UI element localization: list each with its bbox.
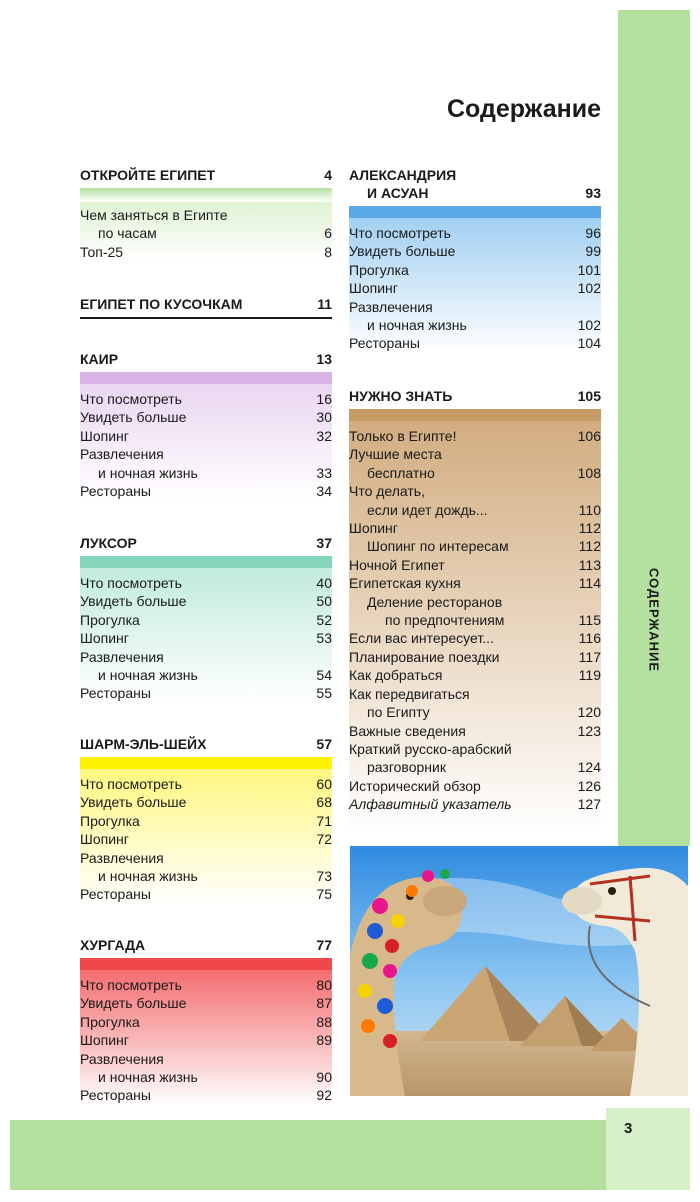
side-color-strip xyxy=(618,10,690,846)
toc-entry[interactable]: Рестораны 75 xyxy=(80,886,332,903)
page-number-box xyxy=(606,1108,690,1190)
toc-entry[interactable]: Что посмотреть 40 xyxy=(80,575,332,591)
section-heading[interactable]: НУЖНО ЗНАТЬ 105 xyxy=(349,388,601,404)
toc-section-hurghada xyxy=(80,936,332,1105)
toc-section-need-to-know xyxy=(349,387,601,834)
section-heading[interactable]: ШАРМ-ЭЛЬ-ШЕЙХ 57 xyxy=(80,736,332,752)
toc-entry[interactable]: Развлечения xyxy=(80,1050,164,1067)
toc-entry[interactable]: Шопинг 32 xyxy=(80,427,332,444)
section-color-bar xyxy=(80,188,332,202)
toc-section-alexandria xyxy=(349,166,601,353)
toc-entry[interactable]: Рестораны 55 xyxy=(80,685,332,702)
section-heading[interactable]: ЛУКСОР 37 xyxy=(80,535,332,551)
camels-pyramids-photo xyxy=(350,846,688,1096)
page-number: 3 xyxy=(624,1120,633,1137)
toc-entry[interactable]: Чем заняться в Египте xyxy=(80,207,228,223)
toc-entry[interactable]: Развлечения xyxy=(80,446,164,463)
toc-entry[interactable]: по часам 6 xyxy=(98,225,332,242)
toc-section-egypt-pieces xyxy=(80,295,332,319)
toc-entry[interactable]: Шопинг 112 xyxy=(349,520,601,537)
toc-entry[interactable]: Деление ресторанов xyxy=(367,593,503,610)
toc-entry[interactable]: и ночная жизнь 102 xyxy=(367,317,601,334)
toc-entry[interactable]: и ночная жизнь 90 xyxy=(98,1069,332,1086)
section-color-bar xyxy=(80,372,332,384)
section-color-bar xyxy=(349,206,601,218)
toc-entry[interactable]: Только в Египте! 106 xyxy=(349,428,601,444)
toc-entry[interactable]: Планирование поездки 117 xyxy=(349,648,601,665)
toc-entry[interactable]: Увидеть больше 99 xyxy=(349,243,601,260)
section-color-bar xyxy=(80,556,332,568)
toc-entry[interactable]: Рестораны 34 xyxy=(80,483,332,500)
toc-entry[interactable]: Развлечения xyxy=(349,298,433,315)
toc-entry[interactable]: Исторический обзор 126 xyxy=(349,777,601,794)
toc-entry[interactable]: и ночная жизнь 73 xyxy=(98,868,332,885)
toc-entry[interactable]: Рестораны 92 xyxy=(80,1087,332,1104)
section-heading[interactable]: КАИР 13 xyxy=(80,351,332,367)
toc-entry[interactable]: Шопинг 72 xyxy=(80,831,332,848)
toc-entry[interactable]: если идет дождь... 110 xyxy=(367,501,601,518)
side-section-label: СОДЕРЖАНИЕ xyxy=(646,568,662,672)
toc-entry[interactable]: Прогулка 71 xyxy=(80,812,332,829)
toc-entry[interactable]: Египетская кухня 114 xyxy=(349,575,601,592)
toc-entry[interactable]: по Египту 120 xyxy=(367,704,601,721)
toc-entry[interactable]: Топ-25 8 xyxy=(80,243,332,260)
toc-entry[interactable]: Увидеть больше 68 xyxy=(80,794,332,811)
toc-entry[interactable]: Лучшие места xyxy=(349,446,442,463)
page-title: Содержание xyxy=(446,95,601,123)
toc-entry[interactable]: Увидеть больше 87 xyxy=(80,995,332,1012)
toc-entry[interactable]: и ночная жизнь 33 xyxy=(98,464,332,481)
toc-entry[interactable]: Развлечения xyxy=(80,849,164,866)
bottom-color-strip xyxy=(10,1120,606,1190)
toc-section-sharm xyxy=(80,735,332,904)
toc-entry[interactable]: Рестораны 104 xyxy=(349,335,601,352)
toc-entry[interactable]: Шопинг 89 xyxy=(80,1032,332,1049)
toc-entry[interactable]: Ночной Египет 113 xyxy=(349,556,601,573)
toc-entry[interactable]: Прогулка 101 xyxy=(349,261,601,278)
toc-section-cairo xyxy=(80,350,332,500)
section-heading[interactable]: ХУРГАДА 77 xyxy=(80,937,332,953)
toc-entry[interactable]: Шопинг 53 xyxy=(80,630,332,647)
toc-entry[interactable]: Увидеть больше 30 xyxy=(80,409,332,426)
toc-entry[interactable]: Важные сведения 123 xyxy=(349,722,601,739)
toc-entry[interactable]: Что посмотреть 96 xyxy=(349,225,601,241)
toc-entry[interactable]: бесплатно 108 xyxy=(367,464,601,481)
toc-section-luxor xyxy=(80,534,332,703)
section-heading[interactable]: АЛЕКСАНДРИЯ И АСУАН 93 xyxy=(349,167,601,201)
toc-entry[interactable]: Что делать, xyxy=(349,483,425,500)
section-heading[interactable]: ОТКРОЙТЕ ЕГИПЕТ 4 xyxy=(80,167,332,183)
toc-entry[interactable]: Прогулка 88 xyxy=(80,1013,332,1030)
toc-entry[interactable]: Шопинг 102 xyxy=(349,280,601,297)
toc-entry[interactable]: Алфавитный указатель 127 xyxy=(349,796,601,813)
toc-entry[interactable]: Что посмотреть 80 xyxy=(80,977,332,993)
section-rule xyxy=(80,317,332,319)
toc-entry[interactable]: Развлечения xyxy=(80,648,164,665)
toc-entry[interactable]: Если вас интересует... 116 xyxy=(349,630,601,647)
toc-entry[interactable]: Что посмотреть 60 xyxy=(80,776,332,792)
toc-entry[interactable]: Как передвигаться xyxy=(349,685,470,702)
section-color-bar xyxy=(80,757,332,769)
section-heading[interactable]: ЕГИПЕТ ПО КУСОЧКАМ 11 xyxy=(80,296,332,312)
toc-entry[interactable]: разговорник 124 xyxy=(367,759,601,776)
toc-entry[interactable]: Увидеть больше 50 xyxy=(80,593,332,610)
section-color-bar xyxy=(349,409,601,421)
toc-entry[interactable]: по предпочтениям 115 xyxy=(385,612,601,629)
toc-entry[interactable]: Что посмотреть 16 xyxy=(80,391,332,407)
toc-entry[interactable]: и ночная жизнь 54 xyxy=(98,667,332,684)
toc-entry[interactable]: Шопинг по интересам 112 xyxy=(367,538,601,555)
toc-entry[interactable]: Прогулка 52 xyxy=(80,611,332,628)
toc-entry[interactable]: Как добраться 119 xyxy=(349,667,601,684)
toc-section-open-egypt xyxy=(80,166,332,261)
section-color-bar xyxy=(80,958,332,970)
toc-entry[interactable]: Краткий русско-арабский xyxy=(349,740,512,757)
